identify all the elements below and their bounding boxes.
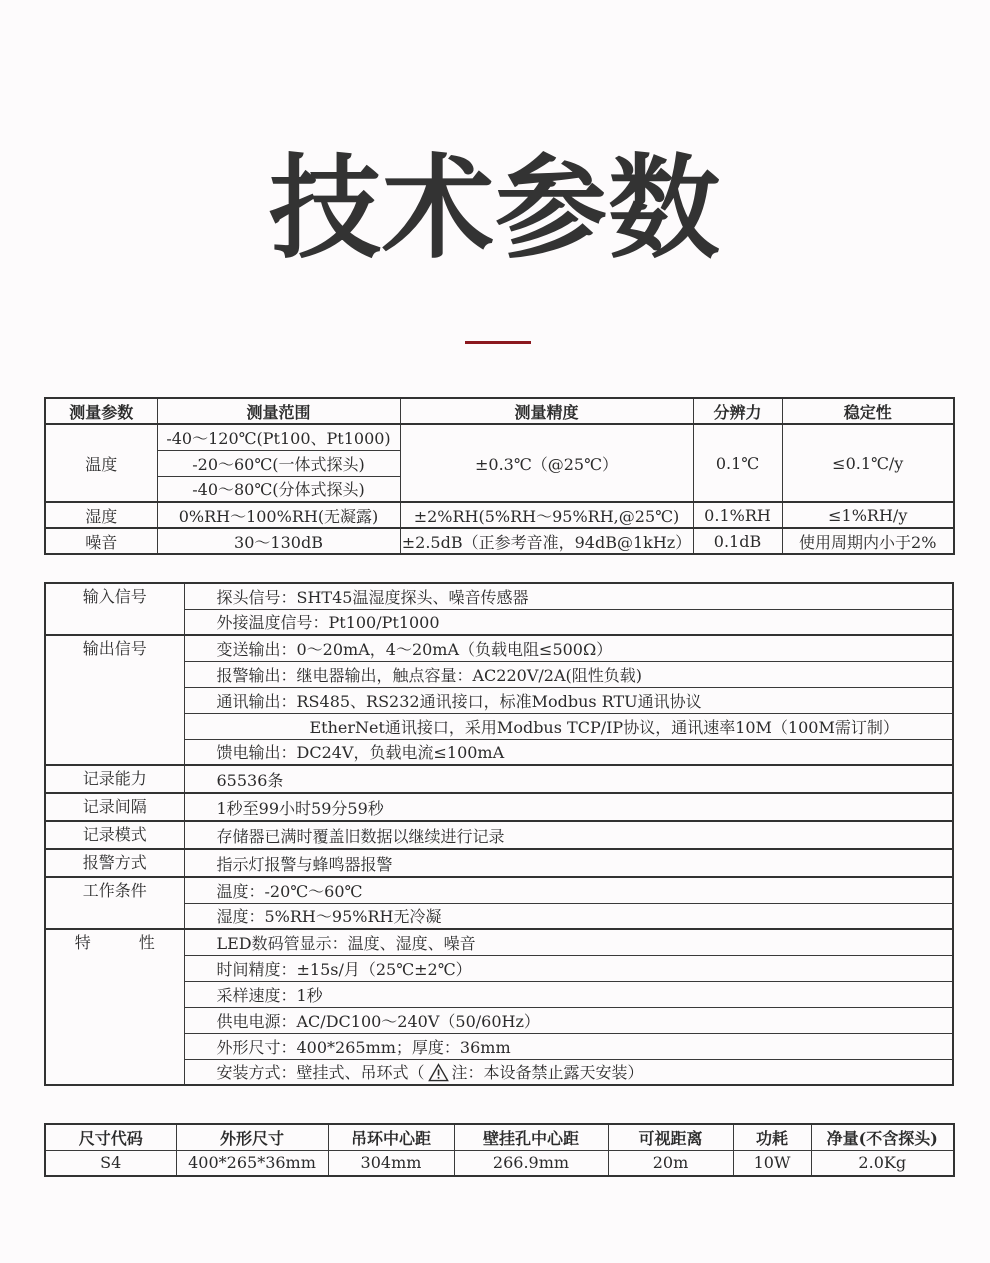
outline-size-cell: 400*265*36mm [176,1150,328,1176]
net-weight-cell: 2.0Kg [811,1150,954,1176]
record-interval-cell: 1秒至99小时59分59秒 [184,793,953,821]
record-capacity-label: 记录能力 [45,765,184,793]
install-mode-cell [184,1059,953,1085]
sample-rate-cell: 采样速度：1秒 [184,981,953,1007]
record-interval-label: 记录间隔 [45,793,184,821]
input-signal-label: 输入信号 [45,583,184,635]
table-row [45,424,954,450]
noise-resolution-cell: 0.1dB [693,528,782,554]
header-wall-hole-distance: 壁挂孔中心距 [454,1124,608,1150]
size-table [44,1123,955,1177]
temperature-param-cell: 温度 [45,424,157,502]
header-outline-size: 外形尺寸 [176,1124,328,1150]
table-row [45,635,953,661]
dimensions-cell: 外形尺寸：400*265mm；厚度：36mm [184,1033,953,1059]
table-row [45,765,953,793]
noise-accuracy-cell: ±2.5dB（正参考音准，94dB@1kHz） [400,528,693,554]
work-humidity-cell: 湿度：5%RH～95%RH无冷凝 [184,903,953,929]
noise-param-cell: 噪音 [45,528,157,554]
temperature-stability-cell: ≤0.1℃/y [782,424,954,502]
alarm-mode-label: 报警方式 [45,849,184,877]
header-measure-range: 测量范围 [157,398,400,424]
led-display-cell: LED数码管显示：温度、湿度、噪音 [184,929,953,955]
header-resolution: 分辨力 [693,398,782,424]
wall-hole-distance-cell: 266.9mm [454,1150,608,1176]
temperature-range-cell-1: -40～120℃(Pt100、Pt1000) [157,424,400,450]
spec-table [44,582,954,1086]
measurement-table [44,397,955,555]
header-size-code: 尺寸代码 [45,1124,176,1150]
record-mode-cell: 存储器已满时覆盖旧数据以继续进行记录 [184,821,953,849]
power-cell: 10W [733,1150,811,1176]
humidity-stability-cell: ≤1%RH/y [782,502,954,528]
alarm-mode-cell: 指示灯报警与蜂鸣器报警 [184,849,953,877]
record-capacity-cell: 65536条 [184,765,953,793]
output-signal-label: 输出信号 [45,635,184,765]
header-measure-param: 测量参数 [45,398,157,424]
view-distance-cell: 20m [608,1150,733,1176]
table-row [45,929,953,955]
page-title: 技术参数 [269,144,721,274]
size-code-cell: S4 [45,1150,176,1176]
temperature-resolution-cell: 0.1℃ [693,424,782,502]
table-row [45,583,953,609]
table-row [45,793,953,821]
temperature-accuracy-cell: ±0.3℃（@25℃） [400,424,693,502]
alarm-output-cell: 报警输出：继电器输出，触点容量：AC220V/2A(阻性负载) [184,661,953,687]
install-text-after: 注：本设备禁止露天安装） [451,1063,644,1083]
install-text-before: 安装方式：壁挂式、吊环式（ [216,1063,425,1083]
transmit-output-cell: 变送输出：0～20mA，4～20mA（负载电阻≤500Ω） [184,635,953,661]
feed-output-cell: 馈电输出：DC24V，负载电流≤100mA [184,739,953,765]
header-view-distance: 可视距离 [608,1124,733,1150]
ethernet-cell: EtherNet通讯接口，采用Modbus TCP/IP协议，通讯速率10M（100M需订制） [184,713,953,739]
noise-stability-cell: 使用周期内小于2% [782,528,954,554]
table-row [45,877,953,903]
table-row [45,849,953,877]
table-row [45,528,954,554]
power-supply-cell: 供电电源：AC/DC100～240V（50/60Hz） [184,1007,953,1033]
temperature-range-cell-3: -40～80℃(分体式探头) [157,476,400,502]
humidity-resolution-cell: 0.1%RH [693,502,782,528]
header-power: 功耗 [733,1124,811,1150]
title-underline [465,341,531,344]
comm-output-cell: 通讯输出：RS485、RS232通讯接口，标准Modbus RTU通讯协议 [184,687,953,713]
table-row [45,1150,954,1176]
ext-temp-signal-cell: 外接温度信号：Pt100/Pt1000 [184,609,953,635]
work-condition-label: 工作条件 [45,877,184,929]
header-net-weight: 净量(不含探头) [811,1124,954,1150]
work-temp-cell: 温度：-20℃～60℃ [184,877,953,903]
record-mode-label: 记录模式 [45,821,184,849]
header-stability: 稳定性 [782,398,954,424]
humidity-param-cell: 湿度 [45,502,157,528]
ring-distance-cell: 304mm [328,1150,454,1176]
probe-signal-cell: 探头信号：SHT45温湿度探头、噪音传感器 [184,583,953,609]
table-row [45,502,954,528]
header-measure-accuracy: 测量精度 [400,398,693,424]
header-ring-distance: 吊环中心距 [328,1124,454,1150]
time-accuracy-cell: 时间精度：±15s/月（25℃±2℃） [184,955,953,981]
humidity-range-cell: 0%RH～100%RH(无凝露) [157,502,400,528]
warning-triangle-icon [428,1063,449,1082]
table-row [45,821,953,849]
humidity-accuracy-cell: ±2%RH(5%RH～95%RH,@25℃) [400,502,693,528]
features-label: 特 性 [45,929,184,1085]
noise-range-cell: 30～130dB [157,528,400,554]
temperature-range-cell-2: -20～60℃(一体式探头) [157,450,400,476]
